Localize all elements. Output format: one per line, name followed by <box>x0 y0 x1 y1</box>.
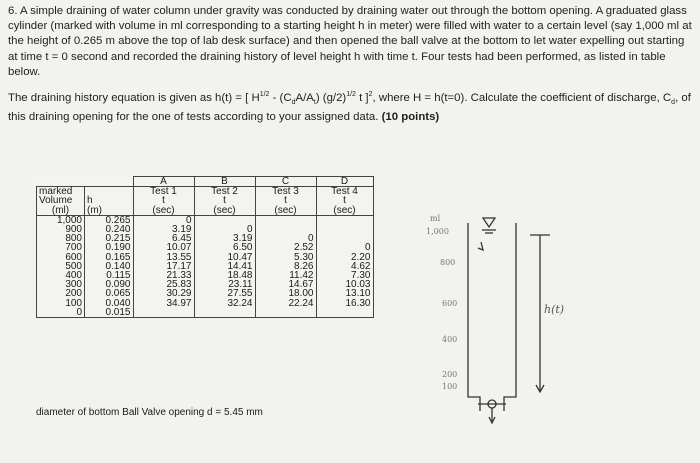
time-cell <box>316 308 373 318</box>
sketch-mark: 600 <box>442 299 458 308</box>
test-label: Test 1 <box>133 187 194 197</box>
time-cell <box>316 215 373 225</box>
height-cell: 0.140 <box>85 262 134 271</box>
table-row <box>37 262 374 271</box>
table-row <box>37 308 374 318</box>
eq-sub: t <box>313 99 316 107</box>
table-row <box>37 280 374 289</box>
header-cell: (sec) <box>194 206 255 216</box>
volume-cell: 700 <box>37 243 85 252</box>
time-cell: 32.24 <box>194 298 255 307</box>
header-cell: (sec) <box>316 206 373 216</box>
table-row <box>37 271 374 280</box>
eq-part: t ] <box>355 91 369 104</box>
col-letter: D <box>316 177 373 187</box>
h-of-t-label: h(t) <box>544 303 565 316</box>
table-header-row <box>37 206 374 216</box>
time-cell: 6.50 <box>194 243 255 252</box>
header-cell: t <box>194 196 255 205</box>
height-cell: 0.265 <box>85 215 134 225</box>
table-row <box>37 253 374 262</box>
time-cell: 27.55 <box>194 289 255 298</box>
sketch-mark: ml <box>430 214 441 223</box>
height-cell: 0.040 <box>85 298 134 307</box>
time-cell: 5.30 <box>255 253 316 262</box>
eq-sup: 2 <box>368 91 373 99</box>
eq-sub: d <box>291 99 296 107</box>
draining-data-table <box>36 176 374 318</box>
time-cell: 0 <box>194 225 255 234</box>
time-cell: 14.67 <box>255 280 316 289</box>
time-cell: 8.26 <box>255 262 316 271</box>
eq-part: , of this draining opening for the one of tests according to your assigned data. <box>8 91 691 124</box>
time-cell: 11.42 <box>255 271 316 280</box>
time-cell: 22.24 <box>255 298 316 307</box>
time-cell: 0 <box>255 234 316 243</box>
header-cell: (m) <box>85 206 134 216</box>
time-cell <box>255 308 316 318</box>
time-cell: 23.11 <box>194 280 255 289</box>
header-cell: marked <box>37 187 85 197</box>
points-label: (10 points) <box>381 111 440 124</box>
time-cell: 3.19 <box>133 225 194 234</box>
header-cell: h <box>85 196 134 205</box>
volume-cell: 200 <box>37 289 85 298</box>
table-row <box>37 243 374 252</box>
time-cell: 25.83 <box>133 280 194 289</box>
table-row <box>37 234 374 243</box>
volume-cell: 900 <box>37 225 85 234</box>
sketch-mark: 1,000 <box>426 227 449 236</box>
eq-part: - (C <box>269 91 292 104</box>
eq-part: ) (g/2) <box>315 91 347 104</box>
sketch-mark: 800 <box>440 258 456 267</box>
time-cell <box>194 308 255 318</box>
sketch-mark: 400 <box>442 335 458 344</box>
time-cell: 10.03 <box>316 280 373 289</box>
time-cell: 3.19 <box>194 234 255 243</box>
eq-part: A/A <box>295 91 314 104</box>
height-cell: 0.090 <box>85 280 134 289</box>
eq-sub: d <box>671 99 676 107</box>
table-row <box>37 225 374 234</box>
time-cell: 7.30 <box>316 271 373 280</box>
height-cell: 0.015 <box>85 308 134 318</box>
col-letter: C <box>255 177 316 187</box>
col-letter: B <box>194 177 255 187</box>
header-cell: (ml) <box>37 206 85 216</box>
test-label: Test 3 <box>255 187 316 197</box>
time-cell <box>255 225 316 234</box>
table-caption: diameter of bottom Ball Valve opening d = 5.45 mm <box>36 407 263 418</box>
test-label: Test 2 <box>194 187 255 197</box>
height-cell: 0.215 <box>85 234 134 243</box>
time-cell: 0 <box>133 215 194 225</box>
time-cell: 4.62 <box>316 262 373 271</box>
eq-part: The draining history equation is given as h(t) = [ H <box>8 91 260 104</box>
header-cell: (sec) <box>255 206 316 216</box>
problem-paragraph-2 <box>8 87 692 125</box>
time-cell: 2.20 <box>316 253 373 262</box>
table-row <box>37 215 374 225</box>
table-letter-row <box>37 177 374 187</box>
volume-cell: 400 <box>37 271 85 280</box>
time-cell: 18.00 <box>255 289 316 298</box>
volume-cell: 100 <box>37 298 85 307</box>
volume-cell: 600 <box>37 253 85 262</box>
height-cell: 0.240 <box>85 225 134 234</box>
volume-cell: 800 <box>37 234 85 243</box>
time-cell: 21.33 <box>133 271 194 280</box>
header-cell: (sec) <box>133 206 194 216</box>
time-cell: 14.41 <box>194 262 255 271</box>
eq-part: , where H = h(t=0). Calculate the coefficient of discharge, C <box>372 91 672 104</box>
time-cell: 10.47 <box>194 253 255 262</box>
problem-text <box>8 4 692 126</box>
time-cell: 30.29 <box>133 289 194 298</box>
time-cell <box>133 308 194 318</box>
header-cell: Volume <box>37 196 85 205</box>
time-cell <box>194 215 255 225</box>
height-cell: 0.190 <box>85 243 134 252</box>
time-cell: 0 <box>316 243 373 252</box>
time-cell: 13.55 <box>133 253 194 262</box>
time-cell: 18.48 <box>194 271 255 280</box>
header-cell: t <box>133 196 194 205</box>
eq-sup: 1/2 <box>259 91 270 99</box>
volume-cell: 300 <box>37 280 85 289</box>
sketch-mark: 200 <box>442 370 458 379</box>
time-cell: 16.30 <box>316 298 373 307</box>
time-cell <box>316 225 373 234</box>
time-cell: 2.52 <box>255 243 316 252</box>
time-cell: 34.97 <box>133 298 194 307</box>
sketch-mark: 100 <box>442 382 458 391</box>
test-label: Test 4 <box>316 187 373 197</box>
time-cell: 13.10 <box>316 289 373 298</box>
volume-cell: 1,000 <box>37 215 85 225</box>
table-row <box>37 289 374 298</box>
height-cell: 0.115 <box>85 271 134 280</box>
height-cell: 0.165 <box>85 253 134 262</box>
table-row <box>37 298 374 307</box>
eq-sup: 1/2 <box>346 91 356 99</box>
problem-paragraph-1: 6. A simple draining of water column under gravity was conducted by draining water out through the bottom opening. A graduated glass cylinder (marked with volume in ml corresponding to a starting height h in meter) were filled with water to a certain level (say 1,000 ml at the height of 0.265 m above the top of lab desk surface) and then opened the ball valve at the bottom to let water expelling out starting at time t = 0 second and recorded the draining history of level height h with time t. Four tests had been performed, as listed in table below. <box>8 5 692 78</box>
header-cell: t <box>316 196 373 205</box>
height-cell: 0.065 <box>85 289 134 298</box>
time-cell: 17.17 <box>133 262 194 271</box>
time-cell: 6.45 <box>133 234 194 243</box>
header-cell: t <box>255 196 316 205</box>
time-cell <box>255 215 316 225</box>
time-cell: 10.07 <box>133 243 194 252</box>
col-letter: A <box>133 177 194 187</box>
cylinder-sketch <box>420 195 570 425</box>
volume-cell: 500 <box>37 262 85 271</box>
volume-cell: 0 <box>37 308 85 318</box>
